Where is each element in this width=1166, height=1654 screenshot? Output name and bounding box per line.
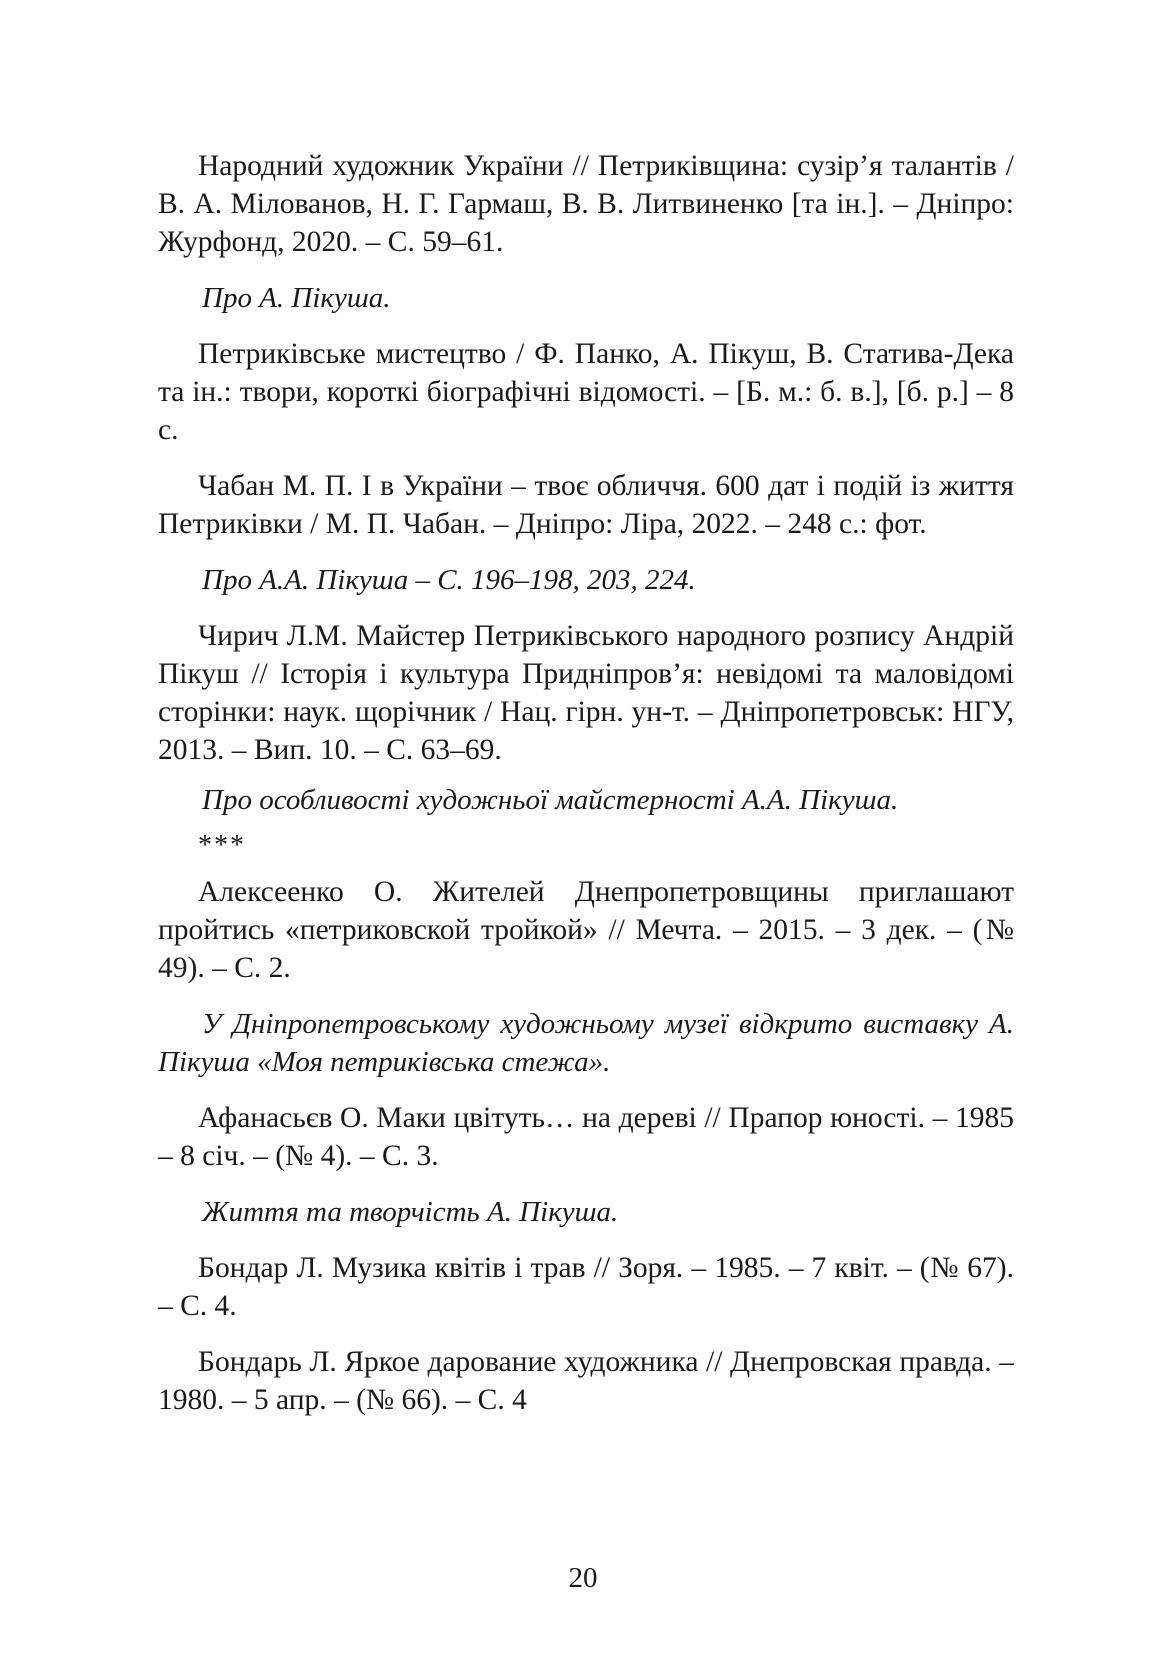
bibliography-entry-1: Народний художник України // Петриківщина: сузір’я талантів / В. А. Мілованов, Н. Г. Гармаш, В. В. Литвиненко [та ін.]. – Дніпро: Журфонд, 2020. – С. 59–61. [158, 150, 1014, 258]
bibliography-entry-5: Алексеенко О. Жителей Днепропетровщины приглашают пройтись «петриковской тройкой» // Мечта. – 2015. – 3 дек. – (№ 49). – С. 2. [158, 876, 1014, 984]
annotation-6: Життя та творчість А. Пікуша. [202, 1196, 619, 1228]
bibliography-entry-4: Чирич Л.М. Майстер Петриківського народного розпису Андрій Пікуш // Історія і культура Придніпров’я: невідомі та маловідомі сторінки: наук. щорічник / Нац. гірн. ун-т. – Дніпропетровськ: НГУ, 2013. – Вип. 10. – С. 63–69. [158, 620, 1014, 766]
annotation-5: У Дніпропетровському художньому музеї відкрито виставку А. Пікуша «Моя петриківська стежа». [158, 1008, 1014, 1078]
annotation-3: Про А.А. Пікуша – С. 196–198, 203, 224. [202, 564, 696, 596]
bibliography-list [158, 147, 1014, 1419]
bibliography-entry-2: Петриківське мистецтво / Ф. Панко, А. Пікуш, В. Статива-Дека та ін.: твори, короткі біографічні відомості. – [Б. м.: б. в.], [б. р.] – 8 с. [158, 338, 1014, 446]
annotation-4: Про особливості художньої майстерності А.А. Пікуша. [202, 784, 899, 816]
annotation-1: Про А. Пікуша. [202, 282, 391, 314]
bibliography-entry-3: Чабан М. П. І в України – твоє обличчя. 600 дат і подій із життя Петриківки / М. П. Чабан. – Дніпро: Ліра, 2022. – 248 с.: фот. [158, 470, 1014, 540]
bibliography-entry-6: Афанасьєв О. Маки цвітуть… на дереві // Прапор юності. – 1985 – 8 січ. – (№ 4). – С. 3. [158, 1102, 1014, 1172]
section-separator: *** [198, 830, 246, 861]
page-number: 20 [568, 1562, 598, 1594]
bibliography-entry-7: Бондар Л. Музика квітів і трав // Зоря. – 1985. – 7 квіт. – (№ 67). – С. 4. [158, 1252, 1014, 1322]
bibliography-entry-8: Бондарь Л. Яркое дарование художника // Днепровская правда. – 1980. – 5 апр. – (№ 66). – С. 4 [158, 1346, 1014, 1416]
